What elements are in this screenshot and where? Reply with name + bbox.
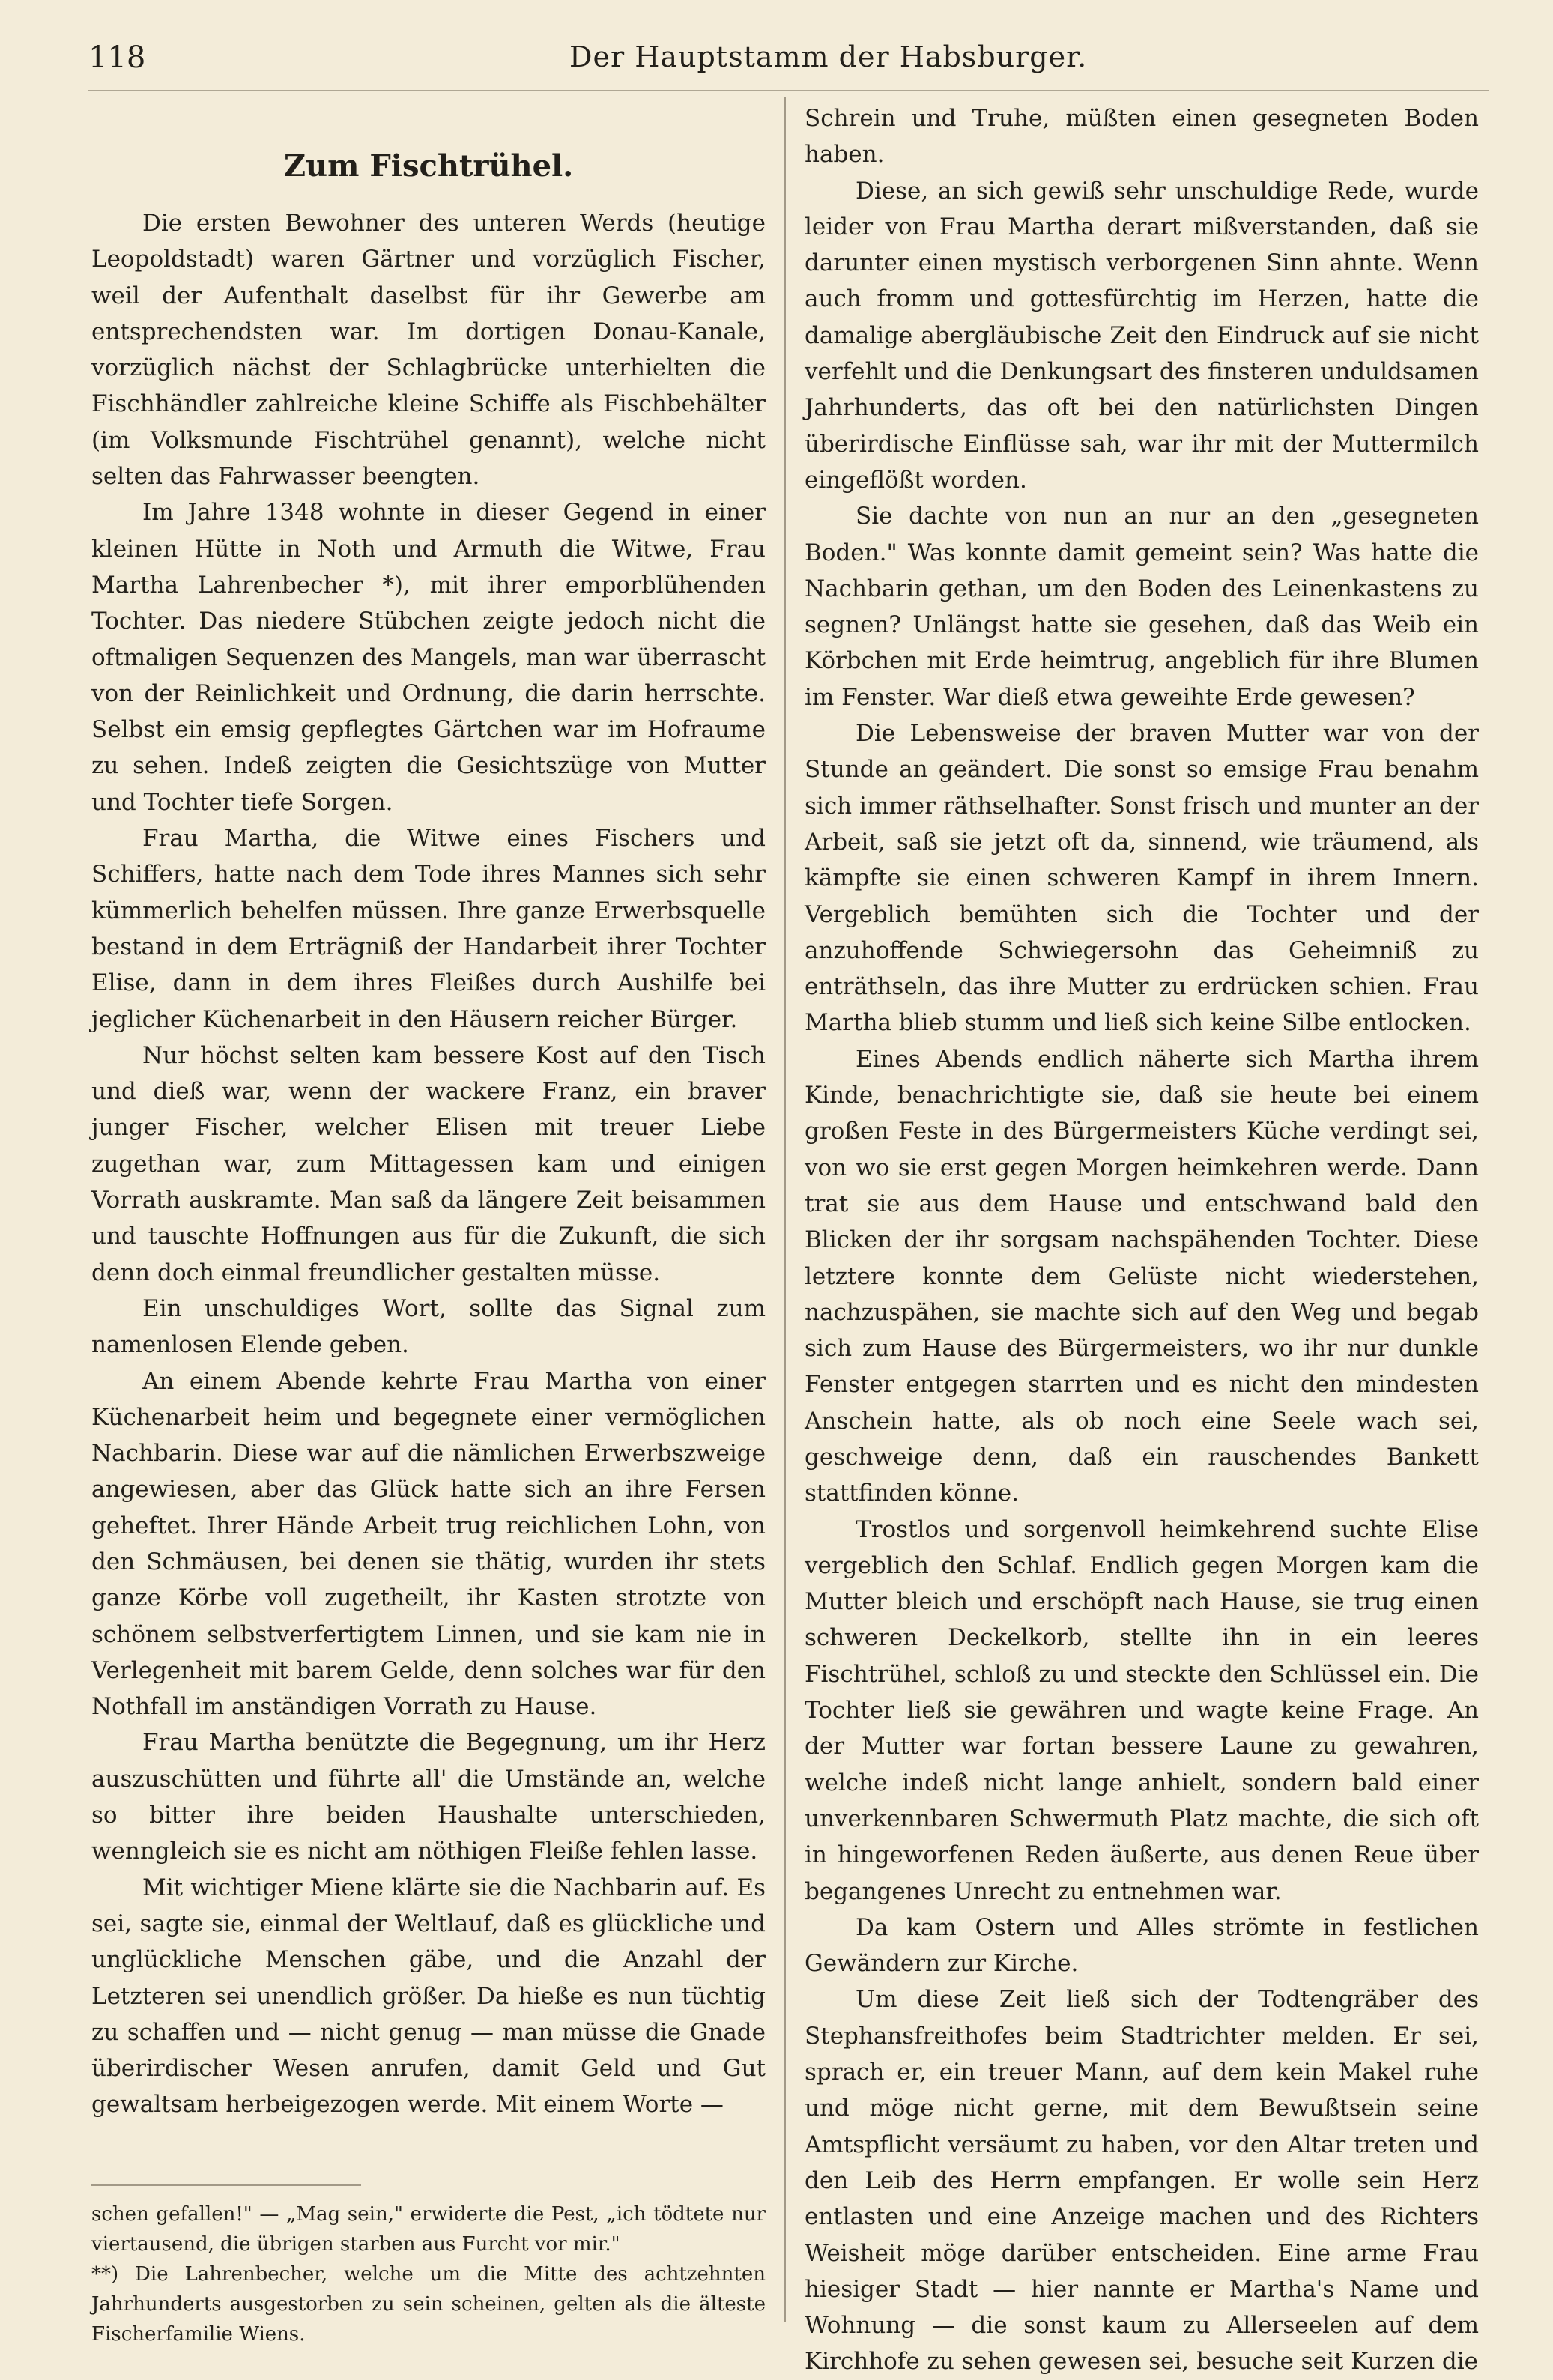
left-column [91,100,766,2349]
paragraph: Im Jahre 1348 wohnte in dieser Gegend in einer kleinen Hütte in Noth und Armuth die Witwe, Frau Martha Lahrenbecher *), mit ihrer emporblühenden Tochter. Das niedere Stübchen zeigte jedoch nicht die oftmaligen Sequenzen des Mangels, man war überrascht von der Reinlichkeit und Ordnung, die darin herrschte. Selbst ein emsig gepflegtes Gärtchen war im Hofraume zu sehen. Indeß zeigten die Gesichtszüge von Mutter und Tochter tiefe Sorgen. [91,499,766,816]
page-number: 118 [88,40,146,75]
paragraph: Sie dachte von nun an nur an den „gesegneten Boden." Was konnte damit gemeint sein? Was hatte die Nachbarin gethan, um den Boden des Leinenkastens zu segnen? Unlängst hatte sie gesehen, daß das Weib ein Körbchen mit Erde heimtrug, angeblich für ihre Blumen im Fenster. War dieß etwa geweihte Erde gewesen? [805,503,1479,711]
paragraph: Trostlos und sorgenvoll heimkehrend suchte Elise vergeblich den Schlaf. Endlich gegen Morgen kam die Mutter bleich und erschöpft nach Hause, sie trug einen schweren Deckelkorb, stellte ihn in ein leeres Fischtrühel, schloß zu und steckte den Schlüssel ein. Die Tochter ließ sie gewähren und wagte keine Frage. An der Mutter war fortan bessere Laune zu gewahren, welche indeß nicht lange anhielt, sondern bald einer unverkennbaren Schwermuth Platz machte, die sich oft in hingeworfenen Reden äußerte, aus denen Reue über begangenes Unrecht zu entnehmen war. [805,1515,1479,1905]
paragraph: Ein unschuldiges Wort, sollte das Signal zum namenlosen Elende geben. [91,1295,766,1359]
running-title: Der Hauptstamm der Habsburger. [569,40,1088,73]
column-divider [784,97,786,2322]
paragraph: An einem Abende kehrte Frau Martha von einer Küchenarbeit heim und begegnete einer vermöglichen Nachbarin. Diese war auf die nämlichen Erwerbszweige angewiesen, aber das Glück hatte sich an ihre Fersen geheftet. Ihrer Hände Arbeit trug reichlichen Lohn, von den Schmäusen, bei denen sie thätig, wurden ihr stets ganze Körbe voll zugetheilt, ihr Kasten strotzte von schönem selbstverfertigtem Linnen, und sie kam nie in Verlegenheit mit barem Gelde, denn solches war für den Nothfall im anständigen Vorrath zu Hause. [91,1367,766,1721]
paragraph: Frau Martha, die Witwe eines Fischers und Schiffers, hatte nach dem Tode ihres Mannes sich sehr kümmerlich behelfen müssen. Ihre ganze Erwerbsquelle bestand in dem Erträgniß der Handarbeit ihrer Tochter Elise, dann in dem ihres Fleißes durch Aushilfe bei jeglicher Küchenarbeit in den Häusern reicher Bürger. [91,825,766,1033]
right-column [805,100,1479,2380]
paragraph: Die Lebensweise der braven Mutter war von der Stunde an geändert. Die sonst so emsige Frau benahm sich immer räthselhafter. Sonst frisch und munter an der Arbeit, saß sie jetzt oft da, sinnend, wie träumend, als kämpfte sie einen schweren Kampf in ihrem Innern. Vergeblich bemühten sich die Tochter und der anzuhoffende Schwiegersohn das Geheimniß zu enträthseln, das ihre Mutter zu erdrücken schien. Frau Martha blieb stumm und ließ sich keine Silbe entlocken. [805,720,1479,1037]
paragraph: Diese, an sich gewiß sehr unschuldige Rede, wurde leider von Frau Martha derart mißverstanden, daß sie darunter einen mystisch verborgenen Sinn ahnte. Wenn auch fromm und gottesfürchtig im Herzen, hatte die damalige abergläubische Zeit den Eindruck auf sie nicht verfehlt und die Denkungsart des finsteren unduldsamen Jahrhunderts, das oft bei den natürlichsten Dingen überirdische Einflüsse sah, war ihr mit der Muttermilch eingeflößt worden. [805,177,1479,494]
paragraph: Da kam Ostern und Alles strömte in festlichen Gewändern zur Kirche. [805,1913,1479,1978]
footnote-continuation: schen gefallen!" — „Mag sein," erwiderte die Pest, „ich tödtete nur viertausend, die übrigen starben aus Furcht vor mir." [91,2202,766,2256]
footnote: **) Die Lahrenbecher, welche um die Mitte des achtzehnten Jahrhunderts ausgestorben zu sein scheinen, gelten als die älteste Fischerfamilie Wiens. [91,2262,766,2346]
paragraph: Eines Abends endlich näherte sich Martha ihrem Kinde, benachrichtigte sie, daß sie heute bei einem großen Feste in des Bürgermeisters Küche verdingt sei, von wo sie erst gegen Morgen heimkehren werde. Dann trat sie aus dem Hause und entschwand bald den Blicken der ihr sorgsam nachspähenden Tochter. Diese letztere konnte dem Gelüste nicht wiederstehen, nachzuspähen, sie machte sich auf den Weg und begab sich zum Hause des Bürgermeisters, wo ihr nur dunkle Fenster entgegen starrten und es nicht den mindesten Anschein hatte, als ob noch eine Seele wach sei, geschweige denn, daß ein rauschendes Bankett stattfinden könne. [805,1045,1479,1507]
paragraph: Frau Martha benützte die Begegnung, um ihr Herz auszuschütten und führte all' die Umstände an, welche so bitter ihre beiden Haushalte unterschieden, wenngleich sie es nicht am nöthigen Fleiße fehlen lasse. [91,1729,766,1865]
paragraph: Mit wichtiger Miene klärte sie die Nachbarin auf. Es sei, sagte sie, einmal der Weltlauf, daß es glückliche und unglückliche Menschen gäbe, und die Anzahl der Letzteren sei unendlich größer. Da hieße es nun tüchtig zu schaffen und — nicht genug — man müsse die Gnade überirdischer Wesen anrufen, damit Geld und Gut gewaltsam herbeigezogen werde. Mit einem Worte — [91,1874,766,2119]
footnote-rule [91,2184,361,2186]
paragraph: Die ersten Bewohner des unteren Werds (heutige Leopoldstadt) waren Gärtner und vorzüglich Fischer, weil der Aufenthalt daselbst für ihr Gewerbe am entsprechendsten war. Im dortigen Donau-Kanale, vorzüglich nächst der Schlagbrücke unterhielten die Fischhändler zahlreiche kleine Schiffe als Fischbehälter (im Volksmunde Fischtrühel genannt), welche nicht selten das Fahrwasser beengten. [91,210,766,491]
article-title: Zum Fischtrühel. [283,148,574,184]
header-rule [88,90,1489,91]
paragraph: Schrein und Truhe, müßten einen gesegneten Boden haben. [805,105,1479,169]
footnotes [91,2199,766,2349]
paragraph: Um diese Zeit ließ sich der Todtengräber des Stephansfreithofes beim Stadtrichter melden. Er sei, sprach er, ein treuer Mann, auf dem kein Makel ruhe und möge nicht gerne, mit dem Bewußtsein seine Amtspflicht versäumt zu haben, vor den Altar treten und den Leib des Herrn empfangen. Er wolle sein Herz entlasten und eine Anzeige machen und des Richters Weisheit möge darüber entscheiden. Eine arme Frau hiesiger Stadt — hier nannte er Martha's Name und Wohnung — die sonst kaum zu Allerseelen auf dem Kirchhofe zu sehen gewesen sei, besuche seit Kurzen die [805,1986,1479,2376]
paragraph: Nur höchst selten kam bessere Kost auf den Tisch und dieß war, wenn der wackere Franz, ein braver junger Fischer, welcher Elisen mit treuer Liebe zugethan war, zum Mittagessen kam und einigen Vorrath auskramte. Man saß da längere Zeit beisammen und tauschte Hoffnungen aus für die Zukunft, die sich denn doch einmal freundlicher gestalten müsse. [91,1041,766,1286]
